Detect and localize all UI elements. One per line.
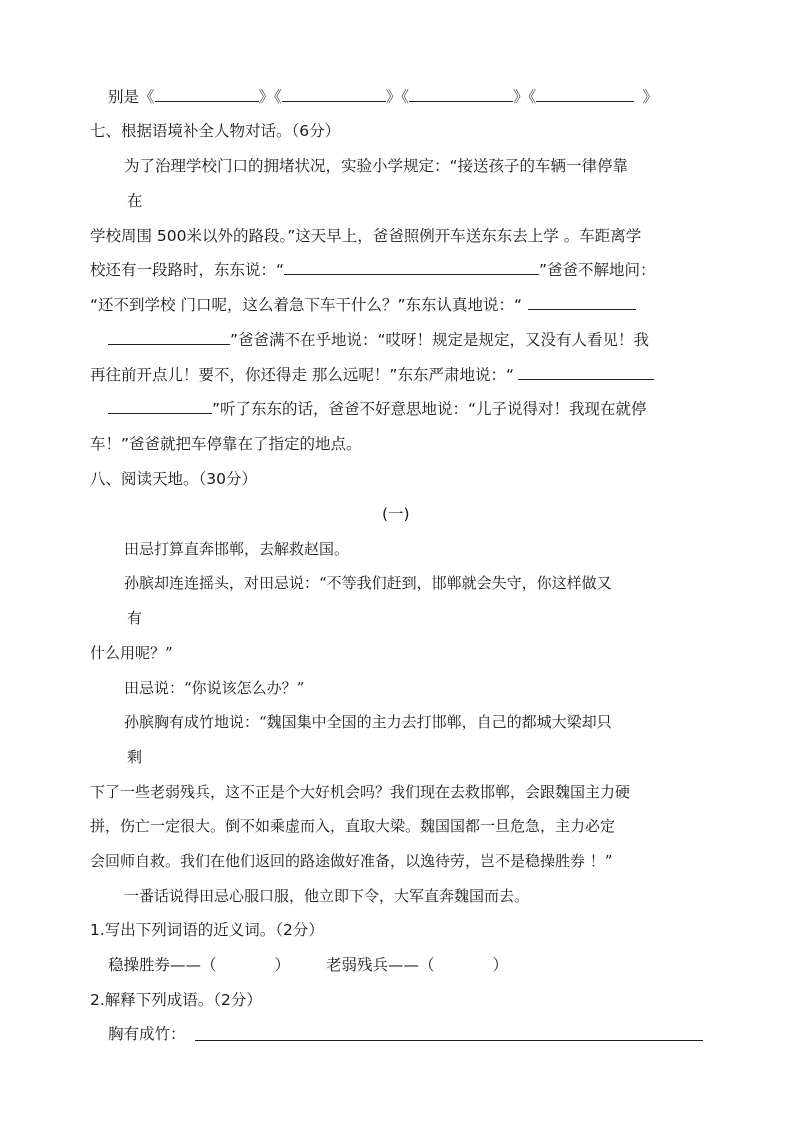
passage-text: 什么用呢？”	[90, 644, 173, 662]
section8-heading: 八、阅读天地。（30分）	[90, 470, 257, 488]
dialogue-text: 车！”爸爸就把车停靠在了指定的地点。	[90, 435, 362, 453]
dialogue-blank[interactable]	[108, 329, 230, 345]
prev-line-sep: 》《	[385, 88, 410, 106]
q2-item-label: 胸有成竹：	[108, 1025, 186, 1043]
question-1-items	[108, 954, 508, 976]
answer-blank[interactable]	[409, 86, 513, 102]
section7-heading: 七、根据语境补全人物对话。（6分）	[90, 122, 341, 140]
dialogue-text	[108, 329, 649, 351]
dialogue-blank[interactable]	[518, 364, 654, 380]
question-1-title: 1.写出下列词语的近义词。（2分）	[90, 921, 324, 939]
answer-blank[interactable]	[155, 86, 259, 102]
dialogue-text: 在	[127, 192, 143, 210]
dialogue-segment: ”听了东东的话，爸爸不好意思地说：“儿子说得对！我现在就停	[212, 400, 647, 418]
dialogue-text	[90, 259, 656, 281]
answer-blank[interactable]	[282, 86, 386, 102]
passage-number: (一)	[382, 505, 410, 523]
prev-line-sep: 》《	[258, 88, 282, 106]
prev-answer-line	[108, 86, 658, 108]
dialogue-segment: 校还有一段路时，东东说：“	[90, 261, 285, 279]
dialogue-segment: 再往前开点儿！要不，你还得走 那么远呢！”东东严肃地说：“	[90, 366, 514, 384]
question-2-title: 2.解释下列成语。（2分）	[90, 991, 262, 1009]
dialogue-segment: ”爸爸不解地问：	[539, 261, 656, 279]
dialogue-segment: ”爸爸满不在乎地说：“哎呀！规定是规定，又没有人看见！我	[230, 331, 650, 349]
passage-text: 有	[127, 609, 143, 627]
q2-answer-line[interactable]	[195, 1040, 703, 1041]
dialogue-blank[interactable]	[284, 259, 539, 275]
passage-text: 田忌说：“你说该怎么办？”	[124, 679, 305, 697]
prev-line-end: 》	[642, 88, 658, 106]
q1-word-2: 老弱残兵——（	[326, 956, 435, 974]
passage-text: 下了一些老弱残兵，这不正是个大好机会吗？我们现在去救邯郸，会跟魏国主力硬	[90, 783, 631, 801]
passage-text: 会回师自救。我们在他们返回的路途做好准备，以逸待劳，岂不是稳操胜券 ！”	[90, 852, 613, 870]
passage-text: 剩	[127, 748, 143, 766]
q1-word-1: 稳操胜券——（	[108, 956, 217, 974]
q1-close-2: ）	[492, 956, 509, 974]
dialogue-text	[90, 294, 636, 316]
passage-text: 孙膑却连连摇头，对田忌说：“不等我们赶到，邯郸就会失守，你这样做又	[124, 574, 612, 592]
passage-text: 拼，伤亡一定很大。倒不如乘虚而入，直取大梁。魏国国都一旦危急，主力必定	[90, 817, 616, 835]
dialogue-segment: “还不到学校 门口呢，这么着急下车干什么？”东东认真地说：“	[90, 296, 523, 314]
prev-line-start: 别是《	[108, 88, 155, 106]
dialogue-text: 为了治理学校门口的拥堵状况，实验小学规定：“接送孩子的车辆一律停靠	[124, 157, 629, 175]
prev-line-sep: 》《	[513, 88, 537, 106]
dialogue-text: 学校周围 500米以外的路段。”这天早上，爸爸照例开车送东东去上学 。车距离学	[90, 227, 642, 245]
dialogue-text	[90, 364, 654, 386]
dialogue-blank[interactable]	[528, 294, 636, 310]
dialogue-text	[108, 398, 647, 420]
passage-text: 田忌打算直奔邯郸，去解救赵国。	[124, 540, 350, 558]
passage-text: 孙膑胸有成竹地说：“魏国集中全国的主力去打邯郸，自己的都城大梁却只	[124, 713, 612, 731]
answer-blank[interactable]	[536, 86, 634, 102]
q1-close-1: ）	[274, 956, 291, 974]
dialogue-blank[interactable]	[108, 398, 212, 414]
passage-text: 一番话说得田忌心服口服，他立即下令，大军直奔魏国而去。	[124, 887, 530, 905]
